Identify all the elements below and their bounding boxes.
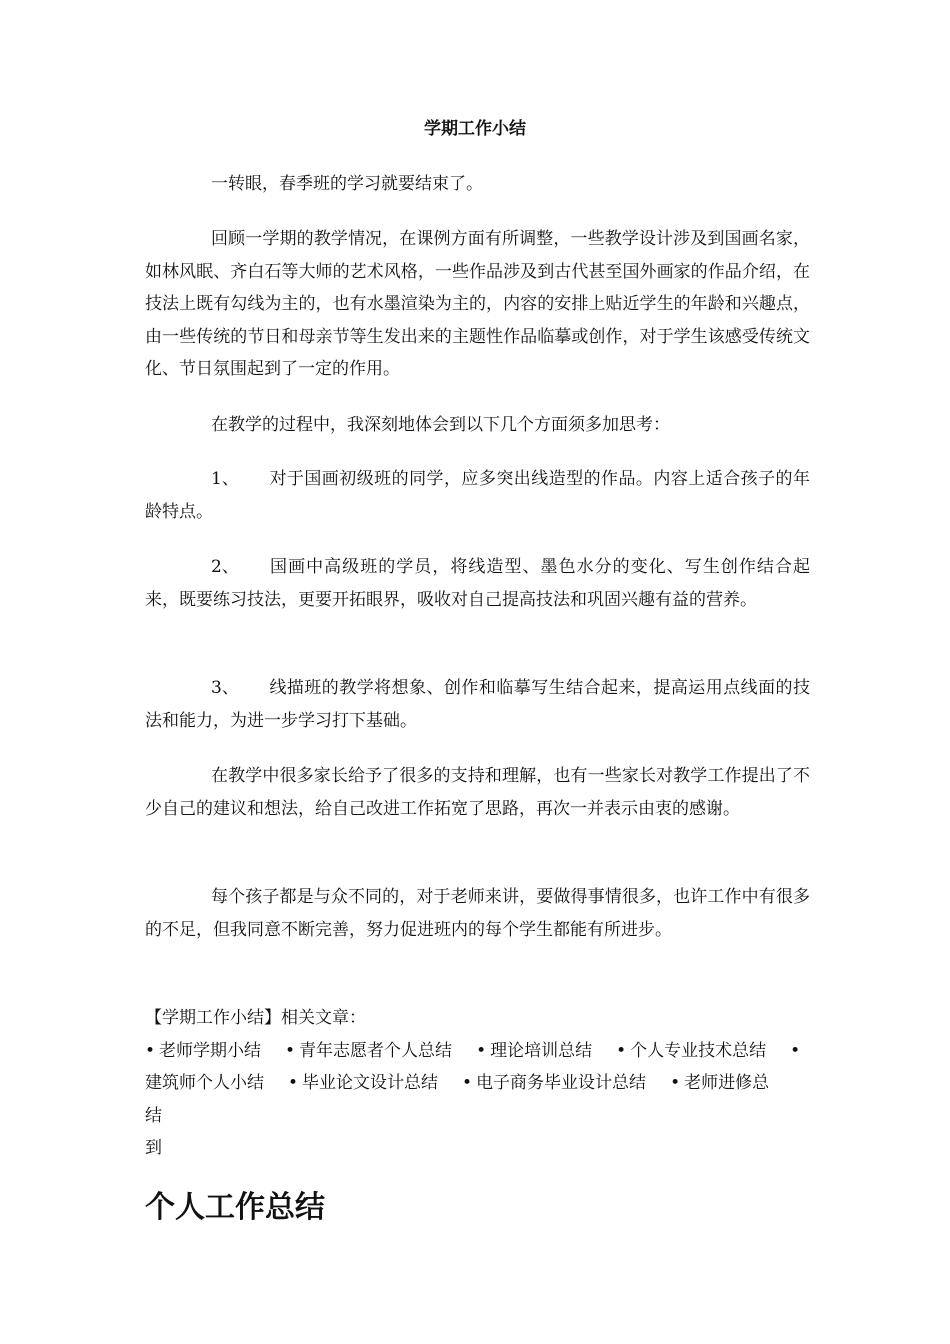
related-articles <box>145 1002 810 1165</box>
list-item <box>145 463 810 528</box>
bullet-icon: • <box>790 1040 801 1061</box>
list-item-number: 1、 <box>211 469 239 489</box>
bullet-icon: • <box>616 1040 627 1061</box>
paragraph-thanks: 在教学中很多家长给予了很多的支持和理解，也有一些家长对教学工作提出了不少自己的建议和想法，给自己改进工作拓宽了思路，再次一并表示由衷的感谢。 <box>145 766 810 819</box>
related-articles-list <box>145 1035 810 1133</box>
bullet-icon: • <box>288 1073 299 1093</box>
list-item-number: 2、 <box>211 557 239 577</box>
list-item-text: 对于国画初级班的同学，应多突出线造型的作品。内容上适合孩子的年龄特点。 <box>145 469 810 522</box>
list-item <box>145 672 810 737</box>
related-link[interactable]: • 老师学期小结 <box>145 1041 261 1061</box>
related-articles-heading: 【学期工作小结】相关文章： <box>145 1008 366 1028</box>
related-link[interactable]: • 老师进修总结 <box>145 1073 769 1126</box>
section-heading: 个人工作总结 <box>145 1190 325 1225</box>
paragraph-reflection-lead: 在教学的过程中，我深刻地体会到以下几个方面须多加思考： <box>211 415 670 435</box>
bullet-icon: • <box>670 1073 681 1093</box>
related-link[interactable]: • 电子商务毕业设计总结 <box>462 1073 646 1093</box>
bullet-icon: • <box>462 1073 473 1093</box>
list-item-text: 线描班的教学将想象、创作和临摹写生结合起来，提高运用点线面的技法和能力，为进一步学习打下基础。 <box>145 678 810 731</box>
trailing-text: 到 <box>145 1138 162 1158</box>
related-link[interactable]: • 毕业论文设计总结 <box>288 1073 438 1093</box>
paragraph-review: 回顾一学期的教学情况，在课例方面有所调整，一些教学设计涉及到国画名家，如林风眠、齐白石等大师的艺术风格，一些作品涉及到古代甚至国外画家的作品介绍，在技法上既有勾线为主的，也有水墨渲染为主的，内容的安排上贴近学生的年龄和兴趣点，由一些传统的节日和母亲节等生发出来的主题性作品临摹或创作，对于学生该感受传统文化、节日氛围起到了一定的作用。 <box>145 229 810 379</box>
bullet-icon: • <box>285 1040 296 1061</box>
document-title: 学期工作小结 <box>424 119 526 139</box>
list-item-text: 国画中高级班的学员，将线造型、墨色水分的变化、写生创作结合起来，既要练习技法，更要开拓眼界，吸收对自己提高技法和巩固兴趣有益的营养。 <box>145 557 810 610</box>
paragraph-intro: 一转眼，春季班的学习就要结束了。 <box>211 174 483 194</box>
paragraph-conclusion: 每个孩子都是与众不同的，对于老师来讲，要做得事情很多，也许工作中有很多的不足，但我同意不断完善，努力促进班内的每个学生都能有所进步。 <box>145 887 810 940</box>
related-link[interactable]: • 个人专业技术总结 <box>616 1041 766 1061</box>
bullet-icon: • <box>145 1040 156 1061</box>
related-link[interactable]: •建筑师个人小结 <box>145 1041 804 1094</box>
list-item-number: 3、 <box>211 678 239 698</box>
list-item <box>145 551 810 616</box>
related-link[interactable]: • 青年志愿者个人总结 <box>285 1041 452 1061</box>
bullet-icon: • <box>476 1040 487 1061</box>
related-link[interactable]: • 理论培训总结 <box>476 1041 592 1061</box>
